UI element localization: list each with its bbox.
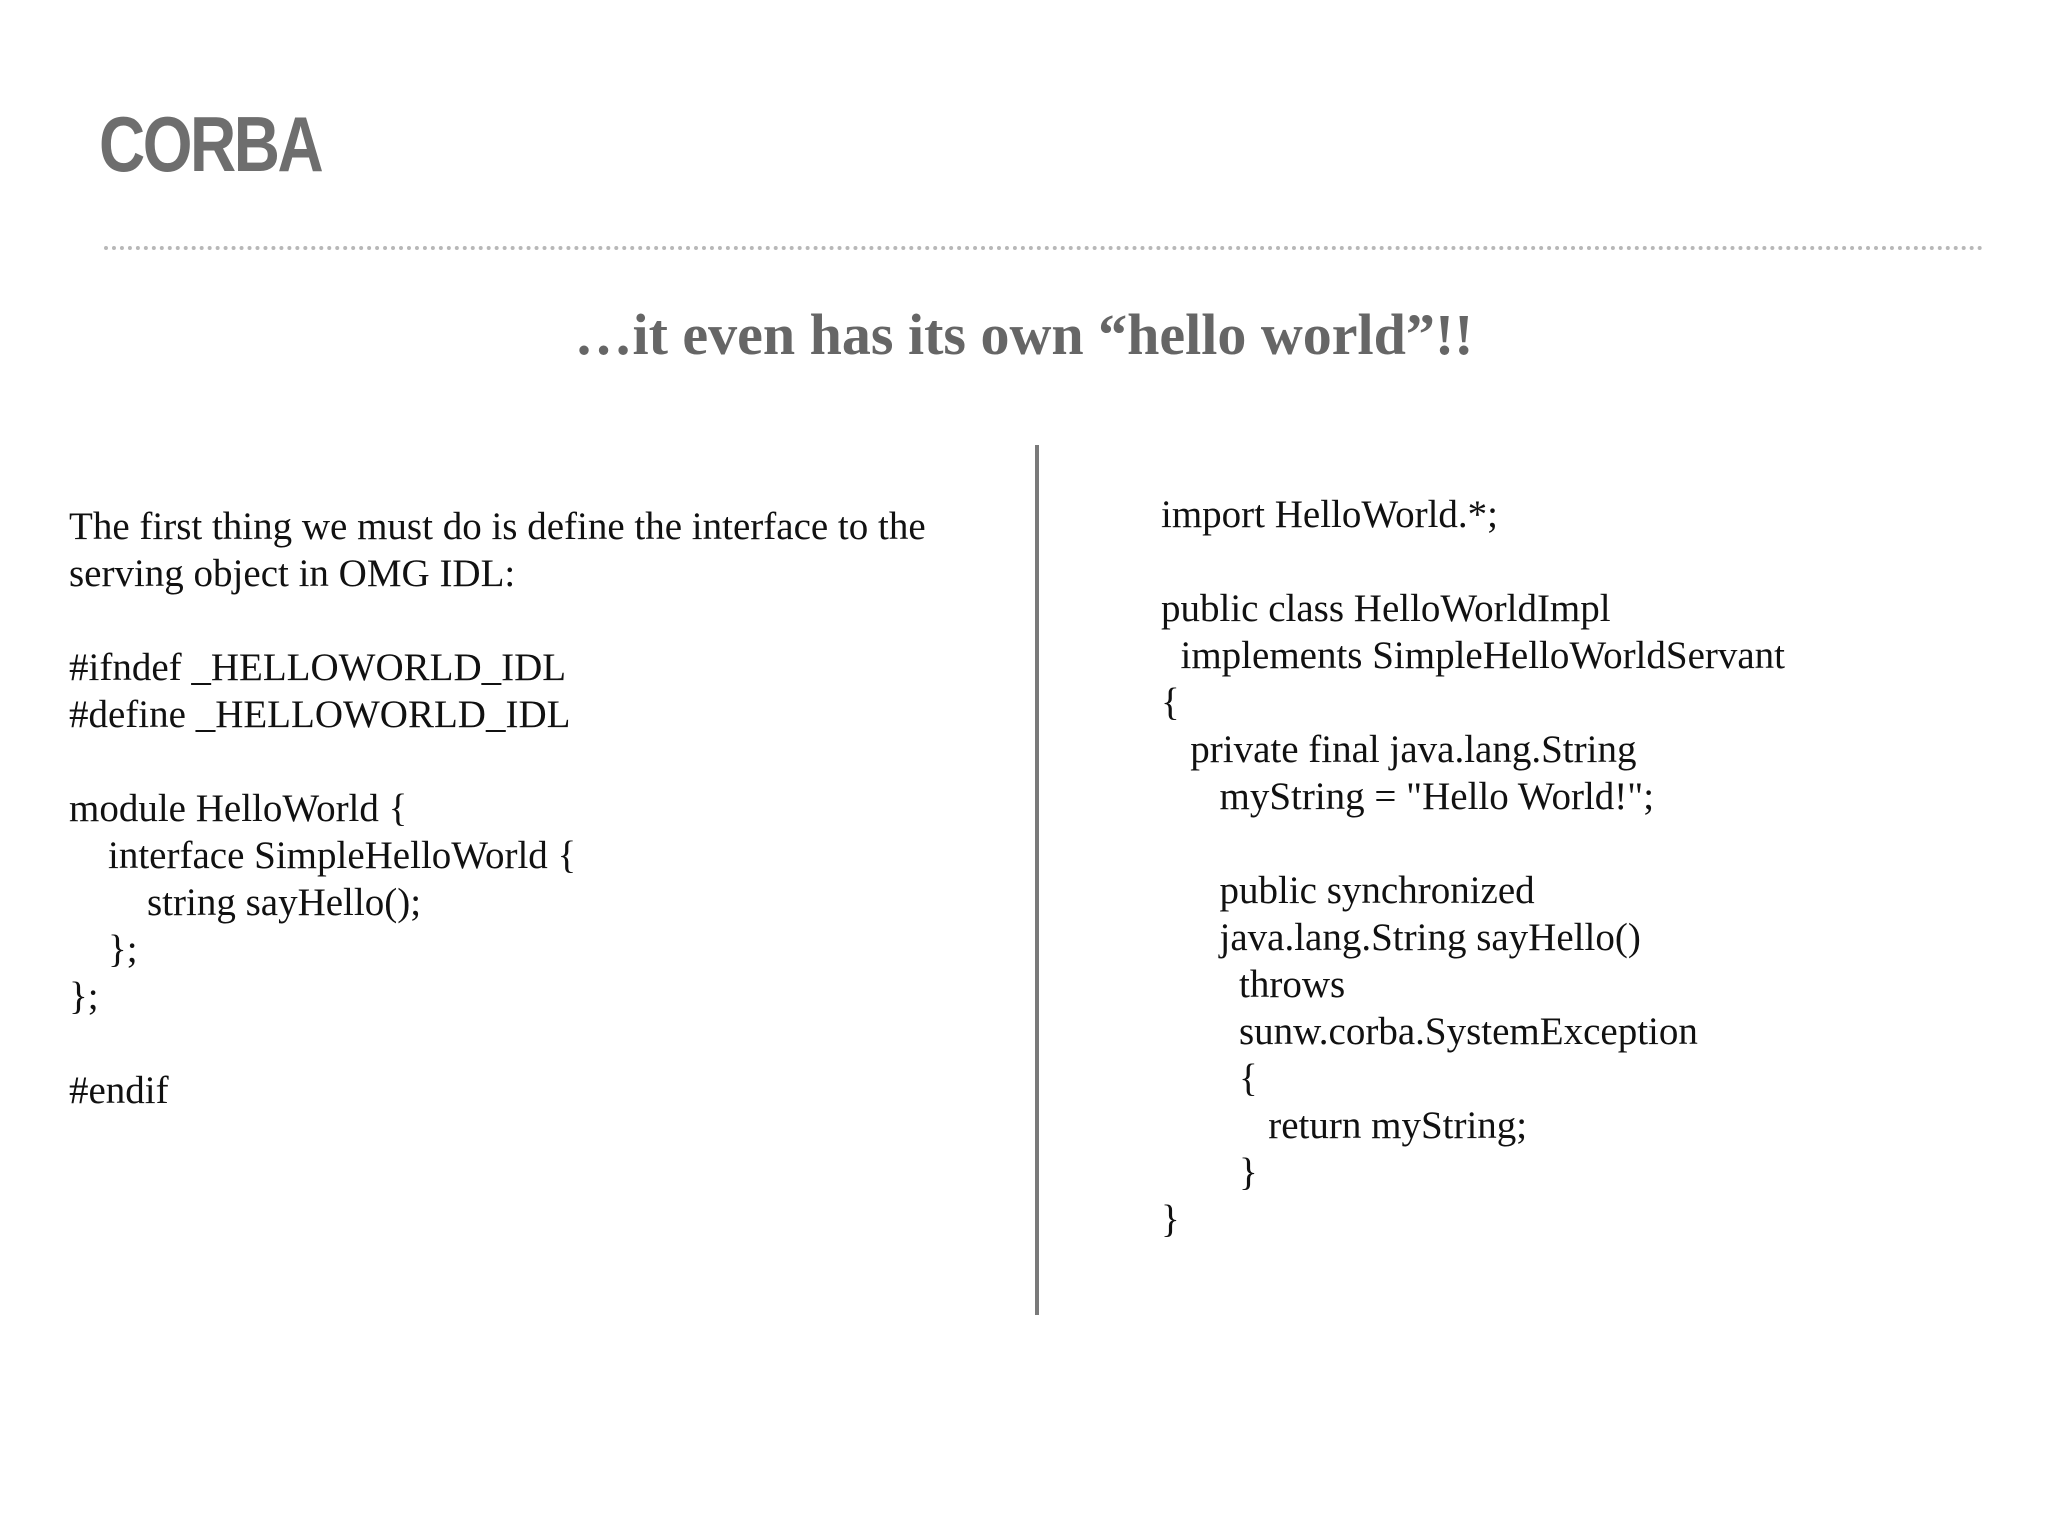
java-code-line: return myString; [1161, 1104, 1528, 1147]
intro-text: The first thing we must do is define the interface to the serving object in OMG IDL: [69, 505, 926, 595]
java-code-line: sunw.corba.SystemException [1161, 1010, 1698, 1053]
java-code-line: } [1161, 1151, 1258, 1194]
title-divider [104, 246, 1984, 250]
java-code-line: implements SimpleHelloWorldServant [1161, 634, 1786, 677]
java-code-line: private final java.lang.String [1161, 728, 1637, 771]
java-code-line: } [1161, 1198, 1180, 1241]
idl-code-line: }; [69, 928, 138, 971]
java-code-line [1161, 820, 2021, 867]
java-code-line [1161, 538, 2021, 585]
idl-code-line [69, 1020, 1009, 1067]
java-code-line: import HelloWorld.*; [1161, 493, 1498, 536]
java-code-line: { [1161, 681, 1180, 724]
java-code-line: { [1161, 1057, 1258, 1100]
java-code-line: public class HelloWorldImpl [1161, 587, 1611, 630]
java-code-line: throws [1161, 963, 1346, 1006]
idl-code-line: module HelloWorld { [69, 787, 408, 830]
idl-code-line [69, 738, 1009, 785]
idl-column [69, 503, 1009, 1114]
slide-subtitle: …it even has its own “hello world”!! [574, 302, 1474, 367]
slide-title: CORBA [99, 100, 322, 188]
java-code-line: public synchronized [1161, 869, 1535, 912]
idl-code-line: }; [69, 975, 99, 1018]
idl-code-line: #ifndef _HELLOWORLD_IDL [69, 646, 567, 689]
java-code-line: myString = "Hello World!"; [1161, 775, 1655, 818]
java-column [1161, 491, 2021, 1243]
column-divider [1035, 445, 1039, 1315]
idl-code-line: interface SimpleHelloWorld { [69, 834, 577, 877]
idl-code-line: #endif [69, 1069, 169, 1112]
idl-code-line: #define _HELLOWORLD_IDL [69, 693, 571, 736]
java-code-line: java.lang.String sayHello() [1161, 916, 1641, 959]
idl-code-line: string sayHello(); [69, 881, 422, 924]
